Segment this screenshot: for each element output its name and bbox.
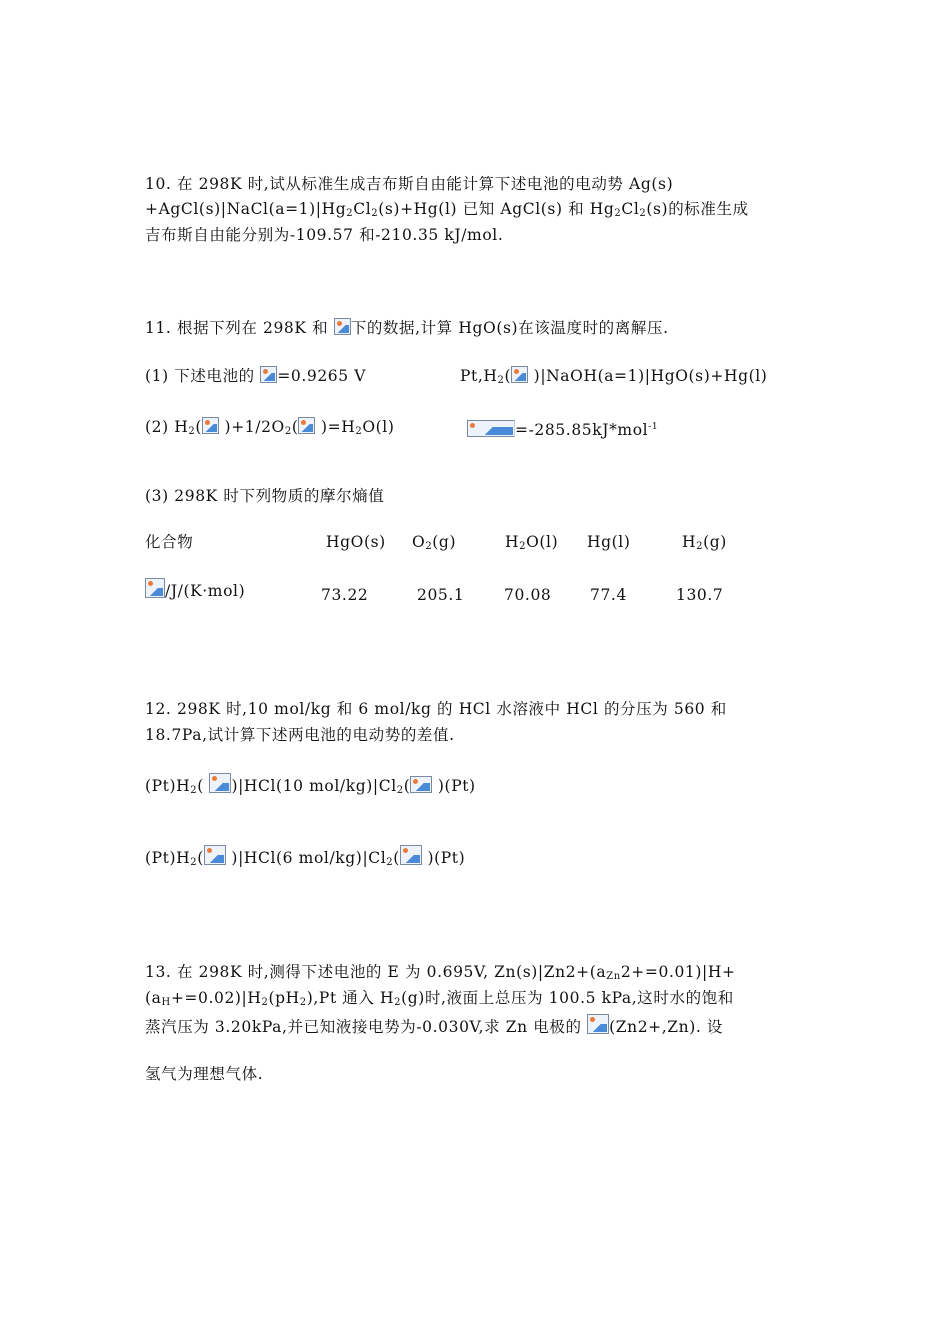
pressure-image-icon bbox=[298, 417, 315, 434]
p12-line-1: 12. 298K 时,10 mol/kg 和 6 mol/kg 的 HCl 水溶液中 HCl 的分压为 560 和 bbox=[145, 700, 727, 718]
p11-title: 11. 根据下列在 298K 和 下的数据,计算 HgO(s)在该温度时的离解压. bbox=[145, 319, 669, 337]
standard-emf-image-icon bbox=[260, 366, 277, 383]
p12-cell-1: $(Pt)H_2$( )|HCl(10 mol/$kg)|Cl_2$( )(Pt) bbox=[145, 773, 476, 802]
pressure-image-icon bbox=[202, 417, 219, 434]
pressure-image-icon bbox=[400, 845, 422, 865]
pressure-image-icon bbox=[204, 845, 226, 865]
enthalpy-symbol-image-icon bbox=[467, 420, 515, 437]
header-h2o: $H_2O(l)$ bbox=[505, 533, 559, 552]
entropy-symbol-image-icon bbox=[145, 578, 165, 598]
standard-pressure-image-icon bbox=[334, 318, 351, 335]
header-compound: 化合物 bbox=[145, 533, 194, 551]
value-h2o: 70.08 bbox=[504, 586, 552, 604]
p11-enthalpy: =-285.85kJ*mol$^{-1}$ bbox=[467, 416, 658, 441]
header-hg: Hg(l) bbox=[587, 533, 631, 551]
p12-line-2: 18.7Pa,试计算下述两电池的电动势的差值. bbox=[145, 726, 455, 744]
p11-item-2: (2) $H_2$( )$+1/2O_2$( )$=H_2O(l)$ bbox=[145, 418, 395, 437]
standard-potential-image-icon bbox=[587, 1014, 609, 1034]
header-hgo: HgO(s) bbox=[326, 533, 386, 551]
pressure-image-icon bbox=[209, 773, 231, 793]
value-hgo: 73.22 bbox=[321, 586, 369, 604]
p13-line-1: 13. 在 298K 时,测得下述电池的 E 为 0.695V, $Zn(s)|Zn2+(a_{Zn}2+=0.01)|H+$ bbox=[145, 963, 736, 982]
p11-item-1: (1) 下述电池的 =0.9265 V bbox=[145, 367, 367, 385]
header-o2: $O_2(g)$ bbox=[412, 533, 457, 552]
header-h2: $H_2(g)$ bbox=[682, 533, 727, 552]
pressure-image-icon bbox=[410, 776, 432, 793]
p13-line-2: $(a_H+=0.02)|H_2(pH_2),Pt$ 通入 $H_2(g)$时,液面上总压为 100.5 kPa,这时水的饱和 bbox=[145, 989, 734, 1008]
p10-line-3: 吉布斯自由能分别为-109.57 和-210.35 kJ/mol. bbox=[145, 226, 504, 244]
p13-line-3: 蒸汽压为 3.20kPa,并已知液接电势为-0.030V,求 Zn 电极的 (Zn2+,Zn). 设 bbox=[145, 1014, 723, 1038]
p12-cell-2: $(Pt)H_2$( )|HCl(6 mol/$kg)|Cl_2$( )(Pt) bbox=[145, 845, 465, 874]
p11-cell-1: $Pt,H_2$( )|NaOH(a=1)|HgO(s)+Hg(l) bbox=[460, 367, 768, 386]
value-h2: 130.7 bbox=[676, 586, 724, 604]
value-hg: 77.4 bbox=[590, 586, 627, 604]
p13-line-4: 氢气为理想气体. bbox=[145, 1065, 264, 1083]
pressure-image-icon bbox=[511, 366, 528, 383]
value-o2: 205.1 bbox=[417, 586, 465, 604]
p11-item-3: (3) 298K 时下列物质的摩尔熵值 bbox=[145, 487, 385, 505]
p10-line-2: $+AgCl(s)|NaCl(a=1)|Hg_2Cl_2(s)+Hg(l)$ 已知 AgCl(s) 和 $Hg_2Cl_2(s)$的标准生成 bbox=[145, 200, 749, 219]
row-label: /J/(K·mol) bbox=[145, 578, 245, 602]
p10-line-1: 10. 在 298K 时,试从标准生成吉布斯自由能计算下述电池的电动势 Ag(s) bbox=[145, 175, 674, 193]
